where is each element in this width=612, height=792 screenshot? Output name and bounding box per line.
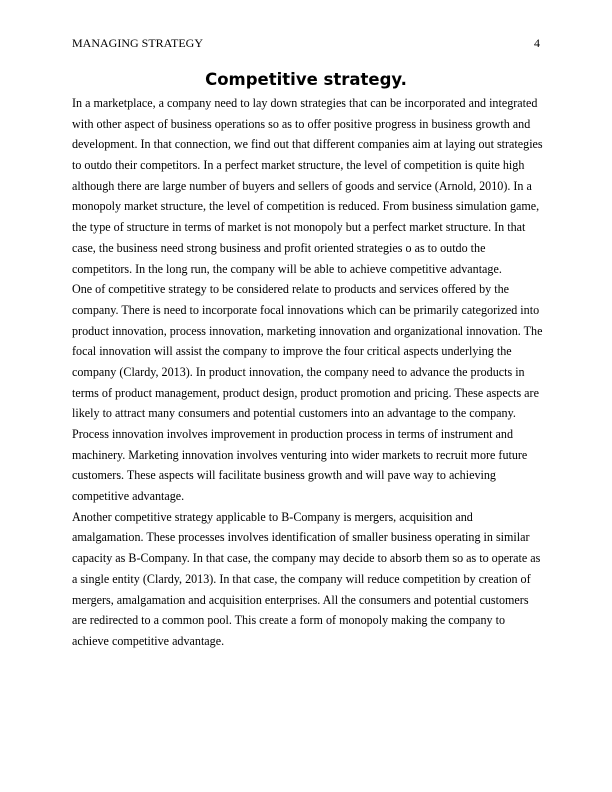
paragraph-2 xyxy=(72,279,542,507)
text-line: to outdo their competitors. In a perfect market structure, the level of competition is quite high xyxy=(72,158,525,173)
running-head: MANAGING STRATEGY xyxy=(72,36,203,50)
text-line: the type of structure in terms of market is not monopoly but a perfect market structure. In that xyxy=(72,220,526,235)
text-line: machinery. Marketing innovation involves venturing into wider markets to recruit more future xyxy=(72,447,528,462)
text-line: company. There is need to incorporate focal innovations which can be primarily categorized into xyxy=(72,302,540,317)
section-title: Competitive strategy. xyxy=(205,70,407,89)
text-line: a single entity (Clardy, 2013). In that case, the company will reduce competition by creation of xyxy=(72,571,531,586)
text-line: mergers, amalgamation and acquisition enterprises. All the consumers and potential customers xyxy=(72,592,529,607)
text-line: focal innovation will assist the company to improve the four critical aspects underlying the xyxy=(72,344,512,359)
text-line: although there are large number of buyers and sellers of goods and service (Arnold, 2010). In a xyxy=(72,178,532,193)
text-line: company (Clardy, 2013). In product innovation, the company need to advance the products in xyxy=(72,364,525,379)
text-line: amalgamation. These processes involves identification of smaller business operating in similar xyxy=(72,530,530,545)
text-line: development. In that connection, we find out that different companies aim at laying out strategies xyxy=(72,137,543,152)
body-text xyxy=(72,93,542,652)
text-line: monopoly market structure, the level of competition is reduced. From business simulation game, xyxy=(72,199,540,214)
text-line: capacity as B-Company. In that case, the company may decide to absorb them so as to operate as xyxy=(72,551,541,566)
text-line: In a marketplace, a company need to lay down strategies that can be incorporated and integrated xyxy=(72,96,538,110)
page-number: 4 xyxy=(534,36,540,50)
paragraph-3 xyxy=(72,507,542,652)
text-line: achieve competitive advantage. xyxy=(72,633,225,648)
text-line: competitors. In the long run, the company will be able to achieve competitive advantage. xyxy=(72,261,502,276)
text-line: likely to attract many consumers and potential customers into an advantage to the company. xyxy=(72,406,516,421)
text-line: competitive advantage. xyxy=(72,489,185,504)
text-line: Process innovation involves improvement in production process in terms of instrument and xyxy=(72,427,514,441)
text-line: product innovation, process innovation, marketing innovation and organizational innovation. The xyxy=(72,323,543,338)
text-line: customers. These aspects will facilitate business growth and will pave way to achieving xyxy=(72,468,496,483)
paragraph-1 xyxy=(72,93,542,279)
text-line: Another competitive strategy applicable to B-Company is mergers, acquisition and xyxy=(72,509,473,524)
text-line: case, the business need strong business and profit oriented strategies o as to outdo the xyxy=(72,240,486,255)
text-line: are redirected to a common pool. This create a form of monopoly making the company to xyxy=(72,613,506,628)
text-line: terms of product management, product design, product promotion and pricing. These aspects are xyxy=(72,385,539,400)
text-line: One of competitive strategy to be considered relate to products and services offered by the xyxy=(72,282,510,297)
text-line: with other aspect of business operations so as to offer positive progress in business growth and xyxy=(72,116,531,131)
